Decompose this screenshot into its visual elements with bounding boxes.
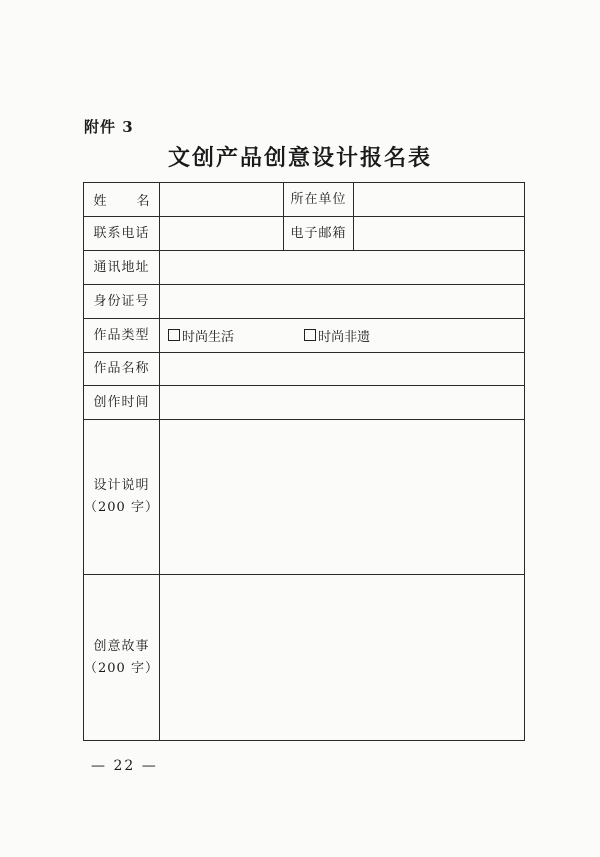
checkbox-icon[interactable]	[304, 329, 316, 341]
creation-time-label: 创作时间	[84, 386, 160, 420]
phone-label: 联系电话	[84, 217, 160, 251]
work-type-option-lifestyle[interactable]	[168, 326, 234, 345]
creative-story-label	[84, 575, 160, 741]
form-row-work-name	[84, 353, 525, 386]
design-description-title: 设计说明	[93, 478, 150, 493]
creation-time-field[interactable]	[160, 386, 525, 420]
design-description-limit: （200 字）	[84, 500, 159, 515]
option-label: 时尚生活	[182, 329, 235, 345]
work-type-option-heritage[interactable]	[304, 326, 370, 345]
form-row-id-number	[84, 285, 525, 319]
form-row-creative-story	[84, 575, 525, 741]
attachment-label: 附件 3	[84, 118, 134, 136]
address-label: 通讯地址	[84, 251, 160, 285]
work-name-label: 作品名称	[84, 353, 160, 386]
unit-field[interactable]	[354, 183, 525, 217]
phone-field[interactable]	[160, 217, 284, 251]
option-label: 时尚非遗	[318, 329, 371, 345]
email-label: 电子邮箱	[284, 217, 354, 251]
work-type-options	[160, 319, 525, 353]
work-name-field[interactable]	[160, 353, 525, 386]
design-description-field[interactable]	[160, 420, 525, 575]
id-number-field[interactable]	[160, 285, 525, 319]
form-row-phone-email	[84, 217, 525, 251]
creative-story-field[interactable]	[160, 575, 525, 741]
checkbox-icon[interactable]	[168, 329, 180, 341]
form-row-name-unit	[84, 183, 525, 217]
form-row-design-description	[84, 420, 525, 575]
unit-label: 所在单位	[284, 183, 354, 217]
creative-story-limit: （200 字）	[84, 660, 159, 676]
id-number-label: 身份证号	[84, 285, 160, 319]
design-description-label	[84, 420, 160, 575]
form-row-work-type	[84, 319, 525, 353]
registration-form	[83, 182, 525, 741]
work-type-label: 作品类型	[84, 319, 160, 353]
address-field[interactable]	[160, 251, 525, 285]
creative-story-title: 创意故事	[93, 638, 150, 654]
page-title: 文创产品创意设计报名表	[167, 145, 432, 171]
form-row-address	[84, 251, 525, 285]
form-row-creation-time	[84, 386, 525, 420]
name-field[interactable]	[160, 183, 284, 217]
name-label: 姓 名	[84, 183, 160, 217]
page-number: — 22 —	[91, 758, 158, 774]
email-field[interactable]	[354, 217, 525, 251]
